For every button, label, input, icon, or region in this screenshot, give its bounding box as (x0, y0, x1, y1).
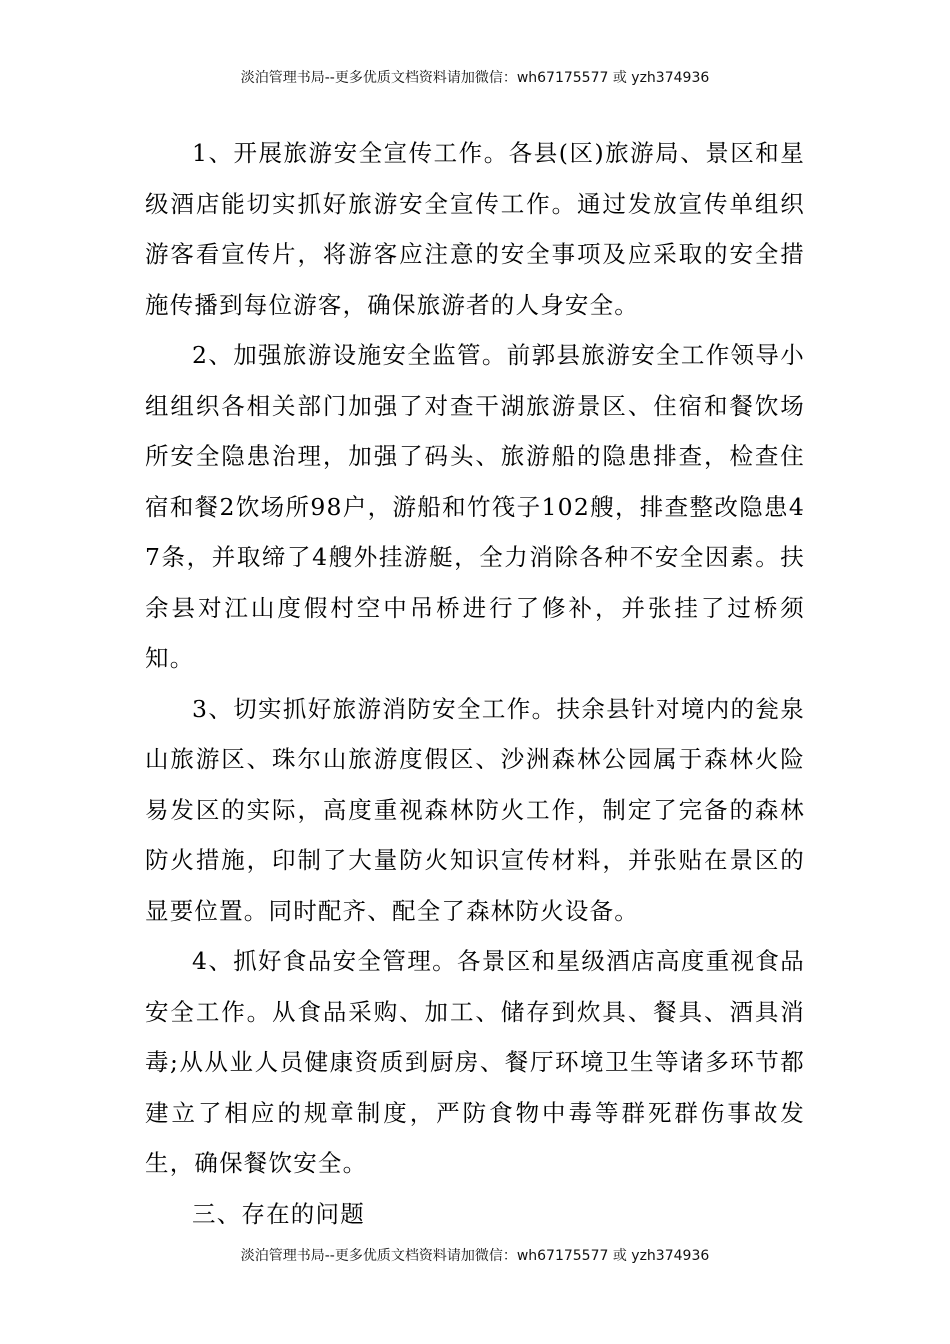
document-body (145, 128, 805, 1239)
paragraph-tourism-safety-publicity: 1、开展旅游安全宣传工作。各县(区)旅游局、景区和星级酒店能切实抓好旅游安全宣传工作。通过发放宣传单组织游客看宣传片，将游客应注意的安全事项及应采取的安全措施传播到每位游客，确保旅游者的人身安全。 (145, 139, 805, 319)
section-heading-problems: 三、存在的问题 (192, 1199, 365, 1228)
page-header: 淡泊管理书局--更多优质文档资料请加微信：wh67175577 或 yzh374936 (240, 70, 710, 86)
paragraph-food-safety: 4、抓好食品安全管理。各景区和星级酒店高度重视食品安全工作。从食品采购、加工、储存到炊具、餐具、酒具消毒;从从业人员健康资质到厨房、餐厅环境卫生等诸多环节都建立了相应的规章制度，严防食物中毒等群死群伤事故发生，确保餐饮安全。 (145, 947, 805, 1177)
page-footer: 淡泊管理书局--更多优质文档资料请加微信：wh67175577 或 yzh374936 (240, 1248, 710, 1264)
paragraph-fire-safety: 3、切实抓好旅游消防安全工作。扶余县针对境内的瓮泉山旅游区、珠尔山旅游度假区、沙洲森林公园属于森林火险易发区的实际，高度重视森林防火工作，制定了完备的森林防火措施，印制了大量防火知识宣传材料，并张贴在景区的显要位置。同时配齐、配全了森林防火设备。 (145, 694, 805, 925)
paragraph-facility-supervision: 2、加强旅游设施安全监管。前郭县旅游安全工作领导小组组织各相关部门加强了对查干湖旅游景区、住宿和餐饮场所安全隐患治理，加强了码头、旅游船的隐患排查，检查住宿和餐2饮场所98户，游船和竹筏子102艘，排查整改隐患47条，并取缔了4艘外挂游艇，全力消除各种不安全因素。扶余县对江山度假村空中吊桥进行了修补，并张挂了过桥须知。 (145, 341, 805, 672)
